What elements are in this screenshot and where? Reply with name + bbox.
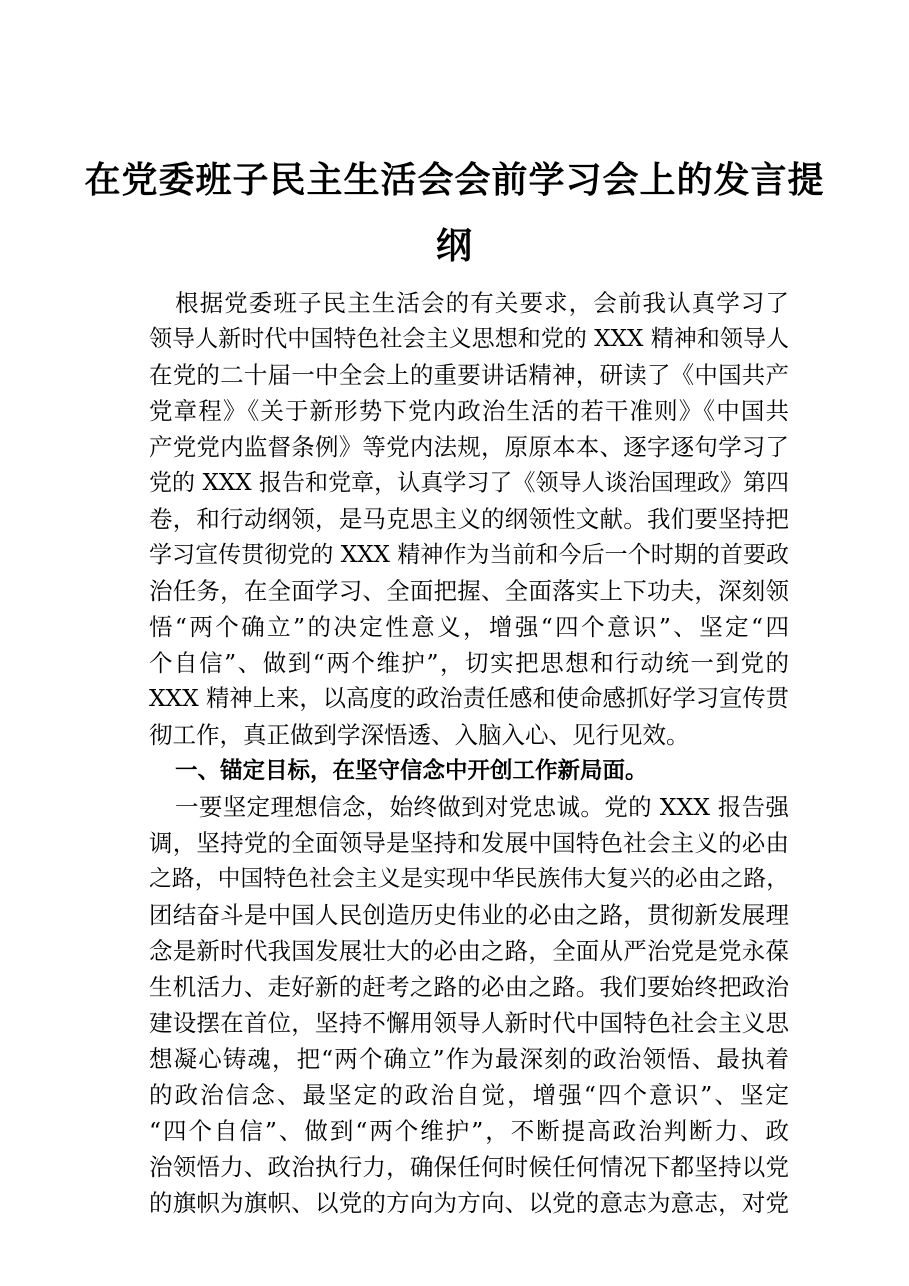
- body-line: 根据党委班子民主生活会的有关要求，会前我认真学习了: [175, 289, 789, 317]
- document-title-line-2: 纲: [435, 225, 473, 267]
- body-line: 个自信”、做到“两个维护”，切实把思想和行动统一到党的: [149, 649, 789, 677]
- body-line: 卷，和行动纲领，是马克思主义的纲领性文献。我们要坚持把: [149, 505, 789, 533]
- body-line: 团结奋斗是中国人民创造历史伟业的必由之路，贯彻新发展理: [149, 901, 789, 929]
- body-line: 生机活力、走好新的赶考之路的必由之路。我们要始终把政治: [149, 973, 789, 1001]
- body-line: XXX 精神上来，以高度的政治责任感和使命感抓好学习宣传贯: [149, 685, 789, 712]
- document-title-line-1: 在党委班子民主生活会会前学习会上的发言提: [84, 159, 825, 201]
- body-line: 领导人新时代中国特色社会主义思想和党的 XXX 精神和领导人: [149, 326, 789, 352]
- body-line: 学习宣传贯彻党的 XXX 精神作为当前和今后一个时期的首要政: [149, 542, 789, 568]
- body-line: 之路，中国特色社会主义是实现中华民族伟大复兴的必由之路，: [149, 866, 789, 892]
- body-line: 在党的二十届一中全会上的重要讲话精神，研读了《中国共产: [149, 361, 789, 389]
- body-line: 念是新时代我国发展壮大的必由之路，全面从严治党是党永葆: [149, 937, 789, 965]
- body-line: 产党党内监督条例》等党内法规，原原本本、逐字逐句学习了: [149, 433, 789, 461]
- body-line: “四个自信”、做到“两个维护”，不断提高政治判断力、政: [149, 1117, 789, 1145]
- body-line: 调，坚持党的全面领导是坚持和发展中国特色社会主义的必由: [149, 829, 789, 857]
- body-line: 治任务，在全面学习、全面把握、全面落实上下功夫，深刻领: [149, 577, 789, 605]
- body-line: 建设摆在首位，坚持不懈用领导人新时代中国特色社会主义思: [149, 1009, 789, 1037]
- body-line: 的旗帜为旗帜、以党的方向为方向、以党的意志为意志，对党: [149, 1189, 789, 1217]
- body-line: 的政治信念、最坚定的政治自觉，增强“四个意识”、坚定: [149, 1081, 789, 1109]
- body-line: 悟“两个确立”的决定性意义，增强“四个意识”、坚定“四: [149, 613, 789, 641]
- body-line: 党章程》《关于新形势下党内政治生活的若干准则》《中国共: [149, 397, 789, 425]
- body-line: 想凝心铸魂，把“两个确立”作为最深刻的政治领悟、最执着: [149, 1045, 789, 1073]
- body-line: 一要坚定理想信念，始终做到对党忠诚。党的 XXX 报告强: [175, 793, 789, 821]
- body-line: 党的 XXX 报告和党章，认真学习了《领导人谈治国理政》第四: [149, 470, 789, 496]
- body-line: 治领悟力、政治执行力，确保任何时候任何情况下都坚持以党: [149, 1153, 789, 1181]
- section-heading: 一、锚定目标，在坚守信念中开创工作新局面。: [175, 758, 648, 784]
- body-line: 彻工作，真正做到学深悟透、入脑入心、见行见效。: [149, 721, 690, 749]
